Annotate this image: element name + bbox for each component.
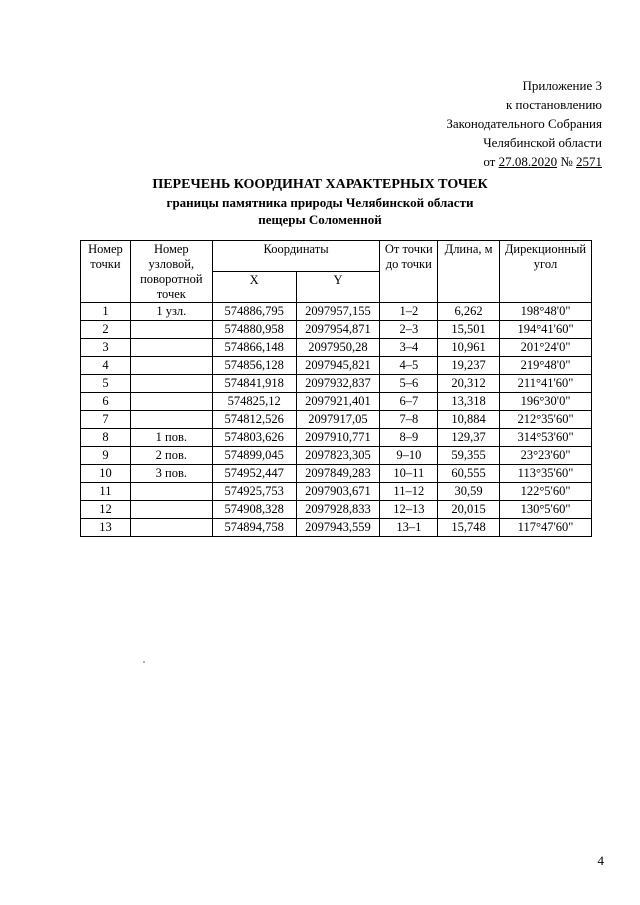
- cell-coord-x: 574925,753: [212, 483, 296, 501]
- cell-segment: 8–9: [380, 429, 438, 447]
- cell-point-no: 10: [81, 465, 131, 483]
- header-y: Y: [296, 272, 380, 303]
- cell-node-no: [130, 357, 212, 375]
- cell-node-no: [130, 321, 212, 339]
- cell-coord-x: 574880,958: [212, 321, 296, 339]
- cell-coord-x: 574812,526: [212, 411, 296, 429]
- appendix-header: [446, 76, 602, 171]
- cell-node-no: [130, 411, 212, 429]
- cell-point-no: 13: [81, 519, 131, 537]
- coordinates-table: [80, 240, 592, 537]
- cell-segment: 1–2: [380, 303, 438, 321]
- cell-segment: 12–13: [380, 501, 438, 519]
- cell-length: 10,961: [438, 339, 500, 357]
- table-row: [81, 321, 592, 339]
- cell-bearing: 201°24'0": [500, 339, 592, 357]
- title-line-1: ПЕРЕЧЕНЬ КООРДИНАТ ХАРАКТЕРНЫХ ТОЧЕК: [152, 177, 488, 192]
- cell-point-no: 9: [81, 447, 131, 465]
- cell-length: 15,748: [438, 519, 500, 537]
- cell-coord-x: 574908,328: [212, 501, 296, 519]
- cell-coord-x: 574841,918: [212, 375, 296, 393]
- cell-coord-y: 2097945,821: [296, 357, 380, 375]
- cell-bearing: 314°53'60": [500, 429, 592, 447]
- cell-point-no: 4: [81, 357, 131, 375]
- cell-node-no: [130, 339, 212, 357]
- appendix-number: 2571: [576, 154, 602, 169]
- cell-coord-x: 574803,626: [212, 429, 296, 447]
- cell-segment: 6–7: [380, 393, 438, 411]
- cell-bearing: 219°48'0": [500, 357, 592, 375]
- cell-node-no: 1 узл.: [130, 303, 212, 321]
- cell-bearing: 211°41'60": [500, 375, 592, 393]
- cell-length: 19,237: [438, 357, 500, 375]
- appendix-line-1: Приложение 3: [522, 78, 602, 93]
- cell-coord-x: 574886,795: [212, 303, 296, 321]
- cell-segment: 11–12: [380, 483, 438, 501]
- header-coordinates: Координаты: [212, 241, 380, 272]
- cell-point-no: 3: [81, 339, 131, 357]
- cell-segment: 3–4: [380, 339, 438, 357]
- cell-segment: 9–10: [380, 447, 438, 465]
- header-point-no: Номер точки: [81, 241, 131, 303]
- cell-coord-y: 2097928,833: [296, 501, 380, 519]
- cell-coord-y: 2097823,305: [296, 447, 380, 465]
- table-row: [81, 357, 592, 375]
- cell-length: 10,884: [438, 411, 500, 429]
- cell-coord-y: 2097849,283: [296, 465, 380, 483]
- cell-length: 60,555: [438, 465, 500, 483]
- cell-node-no: 1 пов.: [130, 429, 212, 447]
- cell-node-no: [130, 519, 212, 537]
- cell-point-no: 8: [81, 429, 131, 447]
- cell-node-no: 3 пов.: [130, 465, 212, 483]
- cell-point-no: 11: [81, 483, 131, 501]
- cell-bearing: 198°48'0": [500, 303, 592, 321]
- cell-coord-y: 2097917,05: [296, 411, 380, 429]
- table-row: [81, 375, 592, 393]
- header-node-no: Номер узловой, поворотной точек: [130, 241, 212, 303]
- cell-coord-y: 2097943,559: [296, 519, 380, 537]
- table-row: [81, 393, 592, 411]
- cell-bearing: 130°5'60": [500, 501, 592, 519]
- appendix-date: 27.08.2020: [498, 154, 558, 169]
- header-from-to: От точки до точки: [380, 241, 438, 303]
- cell-point-no: 2: [81, 321, 131, 339]
- cell-coord-x: 574899,045: [212, 447, 296, 465]
- cell-bearing: 212°35'60": [500, 411, 592, 429]
- cell-point-no: 5: [81, 375, 131, 393]
- table-row: [81, 339, 592, 357]
- cell-coord-y: 2097903,671: [296, 483, 380, 501]
- cell-coord-y: 2097932,837: [296, 375, 380, 393]
- cell-length: 20,312: [438, 375, 500, 393]
- cell-coord-x: 574856,128: [212, 357, 296, 375]
- cell-segment: 2–3: [380, 321, 438, 339]
- table-row: [81, 483, 592, 501]
- cell-length: 13,318: [438, 393, 500, 411]
- cell-point-no: 7: [81, 411, 131, 429]
- cell-segment: 7–8: [380, 411, 438, 429]
- cell-coord-y: 2097957,155: [296, 303, 380, 321]
- cell-point-no: 6: [81, 393, 131, 411]
- appendix-line-4: Челябинской области: [483, 135, 602, 150]
- table-row: [81, 519, 592, 537]
- table-row: [81, 303, 592, 321]
- cell-segment: 13–1: [380, 519, 438, 537]
- cell-node-no: [130, 483, 212, 501]
- header-bearing: Дирекционный угол: [500, 241, 592, 303]
- cell-coord-y: 2097921,401: [296, 393, 380, 411]
- cell-bearing: 196°30'0": [500, 393, 592, 411]
- cell-node-no: [130, 501, 212, 519]
- cell-length: 129,37: [438, 429, 500, 447]
- page-number: 4: [597, 853, 604, 868]
- document-title: [0, 176, 640, 228]
- appendix-line-3: Законодательного Собрания: [446, 116, 602, 131]
- cell-bearing: 113°35'60": [500, 465, 592, 483]
- cell-point-no: 12: [81, 501, 131, 519]
- cell-bearing: 122°5'60": [500, 483, 592, 501]
- stray-mark: [143, 661, 145, 663]
- cell-length: 15,501: [438, 321, 500, 339]
- cell-coord-x: 574894,758: [212, 519, 296, 537]
- cell-bearing: 23°23'60": [500, 447, 592, 465]
- cell-bearing: 117°47'60": [500, 519, 592, 537]
- cell-coord-y: 2097954,871: [296, 321, 380, 339]
- cell-node-no: [130, 375, 212, 393]
- title-line-2: границы памятника природы Челябинской области: [166, 195, 474, 210]
- cell-segment: 4–5: [380, 357, 438, 375]
- table-row: [81, 429, 592, 447]
- table-row: [81, 501, 592, 519]
- table-row: [81, 465, 592, 483]
- cell-segment: 10–11: [380, 465, 438, 483]
- cell-length: 6,262: [438, 303, 500, 321]
- appendix-line-2: к постановлению: [505, 97, 602, 112]
- cell-coord-y: 2097950,28: [296, 339, 380, 357]
- cell-node-no: 2 пов.: [130, 447, 212, 465]
- table-row: [81, 447, 592, 465]
- cell-node-no: [130, 393, 212, 411]
- cell-length: 59,355: [438, 447, 500, 465]
- cell-coord-x: 574825,12: [212, 393, 296, 411]
- header-length: Длина, м: [438, 241, 500, 303]
- cell-coord-x: 574952,447: [212, 465, 296, 483]
- cell-bearing: 194°41'60": [500, 321, 592, 339]
- cell-length: 30,59: [438, 483, 500, 501]
- cell-point-no: 1: [81, 303, 131, 321]
- date-prefix: от: [483, 154, 496, 169]
- cell-length: 20,015: [438, 501, 500, 519]
- table-row: [81, 411, 592, 429]
- cell-segment: 5–6: [380, 375, 438, 393]
- cell-coord-x: 574866,148: [212, 339, 296, 357]
- number-label: №: [560, 154, 573, 169]
- title-line-3: пещеры Соломенной: [258, 212, 382, 227]
- cell-coord-y: 2097910,771: [296, 429, 380, 447]
- appendix-date-line: [446, 152, 602, 171]
- header-x: X: [212, 272, 296, 303]
